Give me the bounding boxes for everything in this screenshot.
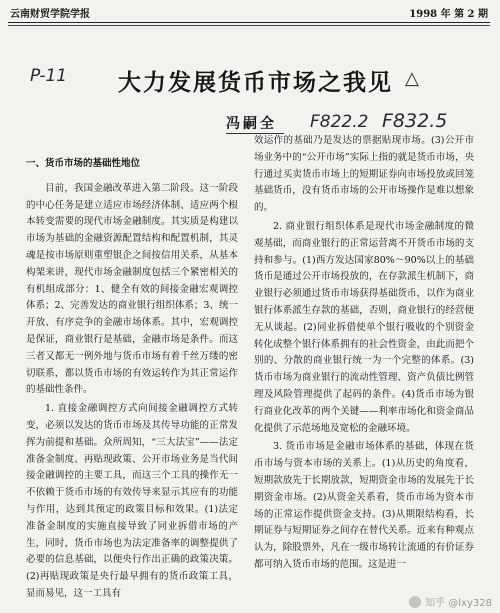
journal-name: 云南财贸学院学报 bbox=[10, 8, 90, 20]
handwritten-classification-1: F822.2 bbox=[310, 112, 369, 132]
watermark-text: 知乎 @lxy328 bbox=[425, 598, 492, 609]
handwritten-triangle-mark: △ bbox=[405, 68, 419, 89]
header-rule-thin bbox=[8, 25, 490, 26]
watermark bbox=[409, 594, 492, 609]
handwritten-page-note: P-11 bbox=[30, 66, 68, 86]
zhihu-logo-icon bbox=[409, 596, 421, 608]
right-column bbox=[254, 133, 474, 613]
body-paragraph: 1. 直接金融调控方式向间接金融调控方式转变，必须以发达的货币市场及其传导功能的正常发挥为前提和基础。众所周知，“三大法宝”——法定准备金制度、再贴现政策、公开市场业务是当代间接金融调控的主要工具，而这三个工具的操作无一不依赖于货币市场的有效传导来显示其应有的功能与作用，达到其预定的政策目标和效果。(1)法定准备金制度的实施直接导致了同业拆借市场的产生，同时，货币市场也为法定准备率的调整提供了必要的信息基础，以便央行作出正确的政策决策。(2)再贴现政策是央行最早拥有的货币政策工具，显而易见，这一工具有 bbox=[26, 403, 238, 599]
body-paragraph: 3. 货币市场是金融市场体系的基础，体现在货币市场与资本市场的关系上。(1)从历史的角度看，短期款放先于长期放款，短期资金市场的发展先于长期资金市场。(2)从资金关系看，货币市场为资本市场的正常运作提供资金支持。(3)从期限结构看，长期证券与短期证券之间存在替代关系。近来有种观点认为，除股票外，凡在一级市场转让流通的有价证券都可纳入货币市场的范围。这是进一 bbox=[254, 441, 474, 570]
handwritten-classification-2: F832.5 bbox=[382, 110, 448, 132]
article-title: 大力发展货币市场之我见 bbox=[118, 69, 393, 96]
section-heading: 一、货币市场的基础性地位 bbox=[26, 158, 141, 169]
body-paragraph-continued: 效运作的基础乃是发达的票据贴现市场。(3)公开市场业务中的“公开市场”实际上指的就是货币市场，央行通过买卖货币市场上的短期证券向市场投放或回笼基础货币，没有货币市场的公开市场操作是难以想象的。 bbox=[254, 135, 474, 214]
issue-number: 1998 年 第 2 期 bbox=[409, 8, 488, 20]
body-paragraph: 目前，我国金融改革进入第二阶段。这一阶段的中心任务是建立适应市场经济体制、适应两个根本转变需要的现代市场金融制度。其实质是构建以市场为基础的金融资源配置结构和配置机制，其灵魂是按市场原则重塑银企之间按信用关系，从基本构架来讲，现代市场金融制度包括三个紧密相关的有机组成部分：1、健全有效的间接金融宏观调控体系；2、完善发达的商业银行组织体系；3、统一开放、有序竞争的金融市场体系。其中，宏观调控是保证，商业银行是基础，金融市场是条件。而这三者又都无一例外地与货币市场有着千丝万缕的密切联系，都以货币市场的有效运转作为其正常运作的基础性条件。 bbox=[26, 182, 238, 396]
page-header bbox=[10, 4, 488, 20]
left-column bbox=[26, 133, 238, 613]
body-paragraph: 2. 商业银行组织体系是现代市场金融制度的微观基础，而商业银行的正常运营离不开货币市场的支持和参与。(1)西方发达国家80%～90%以上的基础货币是通过公开市场投放的，在存款派生机制下，商业银行必须通过货币市场获得基础货币，以作为商业银行体系派生存款的基础，否则，商业银行的经营便无从谈起。(2)同业拆借使单个银行吸收的个别资金转化成整个银行体系拥有的社会性资金，由此而把个别的、分散的商业银行统一为一个完整的体系。(3)货币市场为商业银行的流动性管理、资产负债比例管理及风险管理提供了起码的条件。(4)货币市场为银行商业化改革的两个关键——利率市场化和资金商品化提供了示范场地及宽松的金融环境。 bbox=[254, 220, 474, 434]
header-rule-thick bbox=[8, 22, 490, 23]
author-name: 冯嗣全 bbox=[226, 116, 277, 132]
